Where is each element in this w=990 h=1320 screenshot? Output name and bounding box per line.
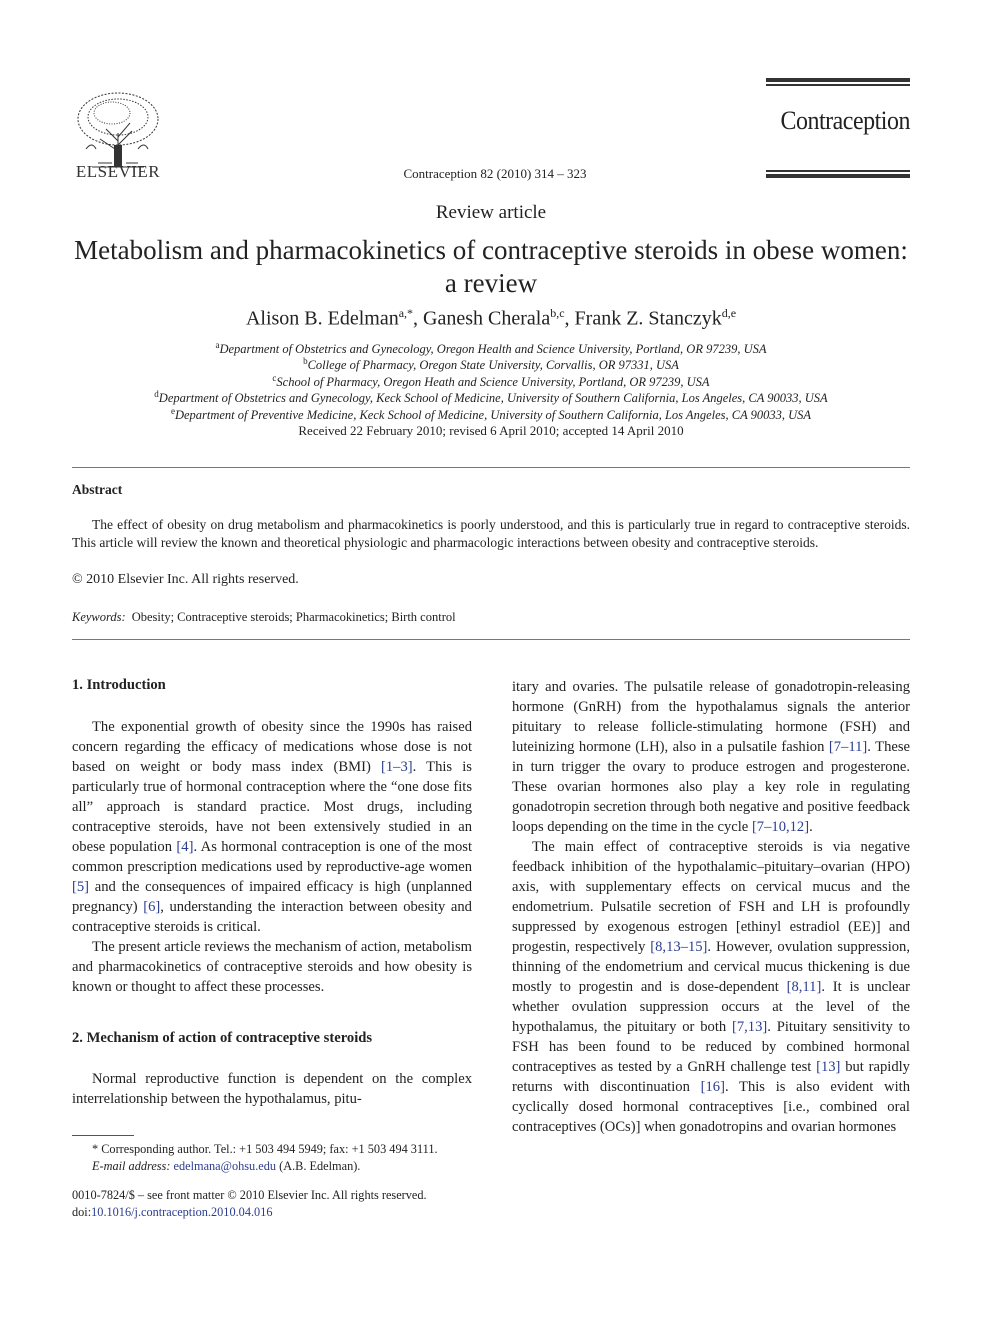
citation-link[interactable]: [7,13] <box>732 1019 768 1035</box>
copyright: © 2010 Elsevier Inc. All rights reserved. <box>72 572 299 587</box>
author-name[interactable]: Frank Z. Stanczyk <box>574 307 722 330</box>
received-dates: Received 22 February 2010; revised 6 April 2010; accepted 14 April 2010 <box>298 423 684 438</box>
corresponding-author-note: * Corresponding author. Tel.: +1 503 494 5949; fax: +1 503 494 3111. <box>92 1142 438 1156</box>
author-list: Alison B. Edelman$^{a,*}$, Ganesh Cherala$^{b,c}$, Frank Z. Stanczyk$^{d,e}$ <box>245 306 737 330</box>
email-note: E-mail address: edelmana@ohsu.edu (A.B. Edelman). <box>92 1159 361 1173</box>
keywords-label: Keywords: <box>72 610 126 624</box>
divider <box>72 639 910 640</box>
article-type: Review article <box>435 202 547 223</box>
affiliation: $^c$School of Pharmacy, Oregon Heath and Science University, Portland, OR 97239, USA <box>272 373 710 390</box>
citation-link[interactable]: [1–3] <box>381 759 413 775</box>
section-heading-mechanism: 2. Mechanism of action of contraceptive steroids <box>72 1030 373 1046</box>
author-name[interactable]: Alison B. Edelman <box>245 307 399 330</box>
doi-link[interactable]: 10.1016/j.contraception.2010.04.016 <box>91 1205 273 1219</box>
journal-masthead <box>766 78 910 180</box>
affiliation: $^e$Department of Preventive Medicine, Keck School of Medicine, University of Southern California, Los Angeles, CA 90033, USA <box>170 406 812 423</box>
footnote-rule <box>72 1135 134 1136</box>
citation-link[interactable]: [13] <box>816 1059 841 1075</box>
paragraph: Normal reproductive function is dependent on the complex interrelationship between the hypothalamus, pitu- <box>72 1071 472 1107</box>
citation-link[interactable]: [8,11] <box>786 979 822 995</box>
email-link[interactable]: edelmana@ohsu.edu <box>173 1159 277 1173</box>
abstract-heading: Abstract <box>72 482 123 497</box>
citation-link[interactable]: [7–11] <box>828 739 868 755</box>
citation-link[interactable]: [8,13–15] <box>650 939 708 955</box>
author-marks: d,e <box>721 306 737 320</box>
citation-link[interactable]: [5] <box>72 879 90 895</box>
citation-link[interactable]: [7–10,12] <box>751 819 810 835</box>
affiliation: $^d$Department of Obstetrics and Gynecology, Keck School of Medicine, University of Southern California, Los Angeles, CA 90033, USA <box>154 389 828 406</box>
affiliation: $^b$College of Pharmacy, Oregon State University, Corvallis, OR 97331, USA <box>303 356 679 373</box>
issn-line: 0010-7824/$ – see front matter © 2010 Elsevier Inc. All rights reserved. <box>72 1188 427 1202</box>
paragraph: itary and ovaries. The pulsatile release of gonadotropin-releasing hormone (GnRH) from the hypothalamus signals the anterior pituitary to release follicle-stimulating hormone (FSH) and luteinizing hormone (LH), also in a pulsatile fashion [7–11]. These in turn trigger the ovary to produce estrogen and progesterone. These ovarian hormones also play a key role in regulating gonadotropin secretion through both negative and positive feedback loops depending on the time in the cycle [7–10,12]. The main effect of contraceptive steroids is via negative feedback inhibition of the hypothalamic–pituitary–ovarian (HPO) axis, with supplementary effects on cervical mucus and the endometrium. Pulsatile secretion of FSH and LH is profoundly suppressed by exogenous estrogen [ethinyl estradiol (EE)] and progestin, respectively [8,13–15]. However, ovulation suppression, thinning of the endometrium and cervical mucus thickening is due mostly to progestin and is dose-dependent [8,11]. It is unclear whether ovulation suppression occurs at the level of the hypothalamus, the pituitary or both [7,13]. Pituitary sensitivity to FSH has been found to be reduced by combined hormonal contraceptives as tested by a GnRH challenge test [13] but rapidly returns with discontinuation [16]. This is also evident with cyclically dosed hormonal contraceptives [i.e., combined oral contraceptives (OCs)] when gonadotropins and ovarian hormones <box>512 679 910 1135</box>
section-heading-introduction: 1. Introduction <box>72 677 166 693</box>
affiliation: $^a$Department of Obstetrics and Gynecology, Oregon Health and Science University, Portland, OR 97239, USA <box>215 340 767 357</box>
publisher-name: ELSEVIER <box>75 162 161 181</box>
keywords: Keywords: Obesity; Contraceptive steroids; Pharmacokinetics; Birth control <box>72 610 456 624</box>
divider <box>72 467 910 468</box>
journal-name: Contraception <box>780 106 910 135</box>
citation-link[interactable]: [16] <box>700 1079 725 1095</box>
doi-line: doi:10.1016/j.contraception.2010.04.016 <box>72 1205 273 1219</box>
article-title: Metabolism and pharmacokinetics of contraceptive steroids in obese women: a review <box>74 235 908 298</box>
paragraph: The exponential growth of obesity since the 1990s has raised concern regarding the efficacy of medications whose dose is not based on weight or body mass index (BMI) [1–3]. This is particularly true of hormonal contraception where the “one dose fits all” approach is standard practice. Most drugs, including contraceptive steroids, have not been extensively studied in an obese population [4]. As hormonal contraception is one of the most common prescription medications used by reproductive-age women [5] and the consequences of impaired efficacy is high (unplanned pregnancy) [6], understanding the interaction between obesity and contraceptive steroids is critical. The present article reviews the mechanism of action, metabolism and pharmacokinetics of contraceptive steroids and how obesity is known or thought to affect these processes. <box>72 719 472 995</box>
citation-link[interactable]: [4] <box>176 839 194 855</box>
author-marks: a,* <box>398 306 414 320</box>
journal-citation: Contraception 82 (2010) 314 – 323 <box>403 166 587 181</box>
citation-link[interactable]: [6] <box>143 899 161 915</box>
author-marks: b,c <box>550 306 565 320</box>
author-name[interactable]: Ganesh Cherala <box>423 307 551 330</box>
abstract-text: The effect of obesity on drug metabolism and pharmacokinetics is poorly understood, and this is particularly true in regard to contraceptive steroids. This article will review the known and theoretical physiologic and pharmacologic interactions between obesity and contraceptive steroids. <box>72 517 910 551</box>
